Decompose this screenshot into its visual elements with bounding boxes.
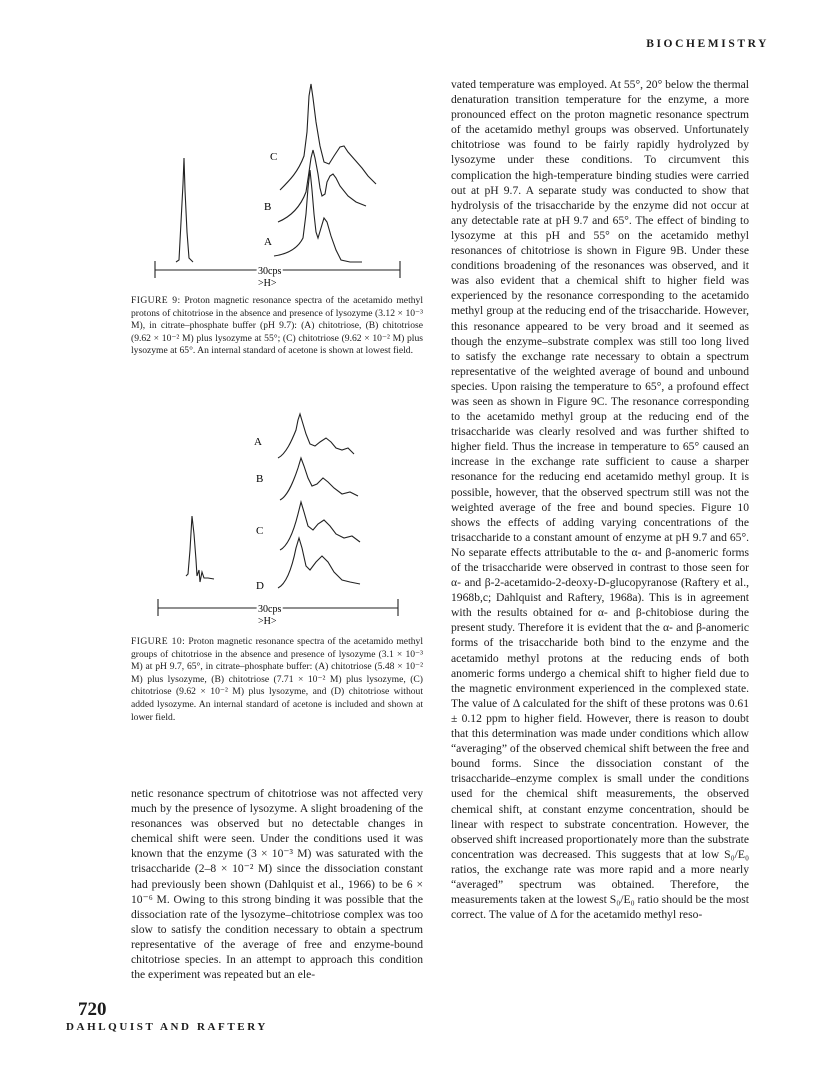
fig9-trace-a (274, 170, 362, 262)
journal-header: BIOCHEMISTRY (646, 38, 769, 50)
fig10-scale-mark: >H> (258, 616, 277, 627)
fig10-trace-b (280, 458, 358, 500)
fig10-trace-d (186, 516, 360, 588)
fig10-trace-label: B (256, 473, 264, 485)
fig9-trace-label: C (270, 151, 278, 163)
fig9-scale-mark: >H> (258, 278, 277, 289)
fig10-scale-label: 30cps (258, 604, 282, 615)
fig9-acetone-peak (176, 158, 193, 262)
page-number: 720 (78, 999, 107, 1020)
fig10-trace-label: A (254, 436, 262, 448)
figure-10-spectra (150, 400, 410, 625)
figure-9-caption (131, 295, 423, 358)
authors-footer: DAHLQUIST AND RAFTERY (66, 1021, 268, 1033)
fig10-trace-label: C (256, 525, 264, 537)
fig9-trace-c (280, 84, 376, 190)
figure-10-caption-label: FIGURE 10: (131, 636, 186, 647)
fig9-trace-b (278, 150, 366, 222)
figure-9-caption-label: FIGURE 9: (131, 295, 181, 306)
fig9-trace-label: A (264, 236, 272, 248)
fig9-scale-label: 30cps (258, 266, 282, 277)
right-column-text: vated temperature was employed. At 55°, 20° below the thermal denaturation transition temperature for the enzyme, a more pronounced effect on the proton magnetic resonance spectrum of the acetamido methyl groups was observed. Unfortunately chitotriose was found to be fairly rapidly hydrolyzed by lysozyme under these conditions. To circumvent this complication the high-temperature binding studies were carried out at pH 9.7. A separate study was conducted to show that hydrolysis of the trisaccharide by the enzyme did not occur at any detectable rate at pH 9.7 and 65°. The effect of binding to lysozyme at this pH and 55° on the acetamido methyl resonances of chitotriose is shown in Figure 9B. Under these conditions broadening of the resonances was observed, and it was also evident that a chemical shift to higher field was experienced by the resonance corresponding to the acetamido methyl group at the reducing end of the trisaccharide. However, this resonance appeared to be very broad and it seemed as though the enzyme–substrate complex was still too long lived to satisfy the exchange rate necessary to obtain a spectrum representative of the weighted average of bound and unbound species. Upon raising the temperature to 65°, a profound effect was seen as shown in Figure 9C. The resonance corresponding to the acetamido methyl group at the reducing end of the trisaccharide was clearly resolved and was further shifted to higher field. Thus the increase in temperature to 65° caused an increase in the exchange rate sufficient to cause a sharper resonance for the reducing end acetamido methyl group. It is possible, however, that the observed spectrum still was not the weighted average of the free and bound species. Figure 10 shows the effects of adding varying concentrations of the trisaccharide to a constant amount of enzyme at pH 9.7 and 65°. No separate effects attributable to the α- and β-anomeric forms of the trisaccharide were observed in contrast to those seen for α- and β-2-acetamido-2-deoxy-D-glucopyranose (Raftery et al., 1968b,c; Dahlquist and Raftery, 1968a). This is in agreement with the results obtained for α- and β-chitobiose during the present study. Therefore it is evident that the α- and β-anomeric forms of the trisaccharide both bind to the enzyme and the acetamido methyl protons at the reducing ends of both anomeric forms undergo a chemical shift to higher field due to the magnetic environment experienced in the complexed state. The value of Δ calculated for the shift of these protons was 0.61 ± 0.12 ppm to higher field. However, there is reason to doubt that this determination was made under conditions which allow “averaging” of the observed chemical shift between the free and bound forms. Since the dissociation constant of the trisaccharide–enzyme complex is small under the conditions used for the chemical shift measurements, the observed chemical shift, at constant enzyme concentration, should be linear with respect to substrate concentration. However, the observed shift increased proportionately more than the substrate concentration was decreased. This suggests that at low S₀/E₀ ratios, the exchange rate was more rapid and a more nearly “averaged” spectrum was obtained. Therefore, the measurements taken at the lowest S₀/E₀ ratio should be the most correct. The value of Δ for the acetamido methyl reso- (451, 78, 749, 922)
fig10-trace-c (280, 502, 360, 550)
fig9-trace-label: B (264, 201, 272, 213)
fig10-trace-label: D (256, 580, 264, 592)
left-column-text: netic resonance spectrum of chitotriose was not affected very much by the presence of lysozyme. A slight broadening of the resonances was observed but no detectable changes in chemical shift were seen. Under the conditions used it was known that the enzyme (3 × 10⁻³ M) was saturated with the trisaccharide (2–8 × 10⁻² M) since the dissociation constant had previously been shown (Dahlquist et al., 1966) to be 6 × 10⁻⁶ M. Owing to this strong binding it was possible that the dissociation rate of the lysozyme–chitotriose complex was too slow to satisfy the condition necessary to obtain a spectrum representative of the average of free and enzyme-bound chitotriose species. In an attempt to approach this condition the experiment was repeated but an ele- (131, 787, 423, 982)
fig10-trace-a (278, 414, 354, 458)
figure-10-caption-text: Proton magnetic resonance spectra of the acetamido methyl groups of chitotriose in the absence and presence of lysozyme (3.1 × 10⁻³ M) at pH 9.7, 65°, in citrate–phosphate buffer: (A) chitotriose (5.48 × 10⁻² M) plus lysozyme, (B) chitotriose (7.71 × 10⁻² M) plus lysozyme, (C) chitotriose (9.62 × 10⁻² M) plus lysozyme, and (D) chitotriose without added lysozyme. An internal standard of acetone is included and shown at lower field. (131, 636, 423, 723)
figure-9-spectra (150, 72, 410, 287)
figure-9-caption-text: Proton magnetic resonance spectra of the acetamido methyl protons of chitotriose in the absence and presence of lysozyme (3.12 × 10⁻³ M), in citrate–phosphate buffer (pH 9.7): (A) chitotriose, (B) chitotriose (9.62 × 10⁻² M) plus lysozyme at 55°; (C) chitotriose (9.62 × 10⁻² M) plus lysozyme at 65°. An internal standard of acetone is shown at lowest field. (131, 295, 423, 357)
figure-10-caption (131, 636, 423, 724)
